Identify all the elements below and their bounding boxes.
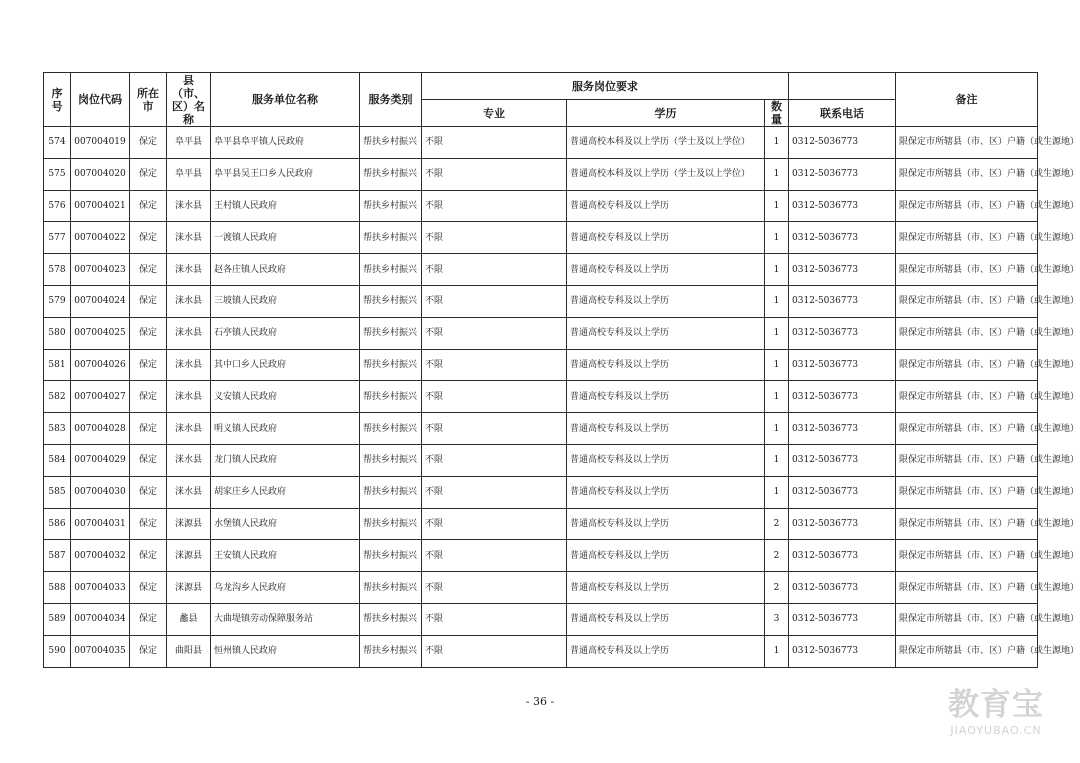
cell-education: 普通高校本科及以上学历（学士及以上学位） <box>567 127 765 159</box>
cell-city: 保定 <box>130 127 167 159</box>
cell-category: 帮扶乡村振兴 <box>360 127 422 159</box>
cell-education: 普通高校专科及以上学历 <box>567 476 765 508</box>
logo-text: 教育宝 <box>948 687 1044 723</box>
cell-phone: 0312-5036773 <box>789 413 896 445</box>
table-row <box>44 190 1038 222</box>
cell-education: 普通高校专科及以上学历 <box>567 508 765 540</box>
cell-count: 2 <box>765 508 789 540</box>
cell-unit: 龙门镇人民政府 <box>211 444 360 476</box>
cell-remark: 限保定市所辖县（市、区）户籍（或生源地） <box>896 413 1038 445</box>
header-seq: 序号 <box>44 73 71 127</box>
cell-category: 帮扶乡村振兴 <box>360 508 422 540</box>
cell-seq: 585 <box>44 476 71 508</box>
cell-remark: 限保定市所辖县（市、区）户籍（或生源地） <box>896 254 1038 286</box>
cell-phone: 0312-5036773 <box>789 127 896 159</box>
cell-county: 涞水县 <box>167 381 211 413</box>
recruitment-table <box>43 72 1080 668</box>
cell-city: 保定 <box>130 603 167 635</box>
table-row <box>44 476 1038 508</box>
cell-code: 007004029 <box>71 444 130 476</box>
cell-category: 帮扶乡村振兴 <box>360 476 422 508</box>
cell-county: 蠡县 <box>167 603 211 635</box>
cell-unit: 赵各庄镇人民政府 <box>211 254 360 286</box>
cell-count: 1 <box>765 381 789 413</box>
cell-unit: 其中口乡人民政府 <box>211 349 360 381</box>
cell-category: 帮扶乡村振兴 <box>360 603 422 635</box>
cell-phone: 0312-5036773 <box>789 285 896 317</box>
cell-phone: 0312-5036773 <box>789 222 896 254</box>
cell-education: 普通高校专科及以上学历 <box>567 285 765 317</box>
cell-county: 涞水县 <box>167 413 211 445</box>
cell-count: 1 <box>765 476 789 508</box>
cell-county: 曲阳县 <box>167 635 211 667</box>
cell-code: 007004033 <box>71 572 130 604</box>
cell-category: 帮扶乡村振兴 <box>360 540 422 572</box>
cell-city: 保定 <box>130 254 167 286</box>
cell-seq: 582 <box>44 381 71 413</box>
cell-city: 保定 <box>130 317 167 349</box>
cell-education: 普通高校专科及以上学历 <box>567 381 765 413</box>
table-row <box>44 158 1038 190</box>
cell-count: 1 <box>765 285 789 317</box>
cell-unit: 石亭镇人民政府 <box>211 317 360 349</box>
cell-unit: 阜平县吴王口乡人民政府 <box>211 158 360 190</box>
cell-phone: 0312-5036773 <box>789 508 896 540</box>
cell-count: 1 <box>765 349 789 381</box>
cell-unit: 阜平县阜平镇人民政府 <box>211 127 360 159</box>
cell-remark: 限保定市所辖县（市、区）户籍（或生源地） <box>896 158 1038 190</box>
cell-major: 不限 <box>422 444 567 476</box>
cell-city: 保定 <box>130 444 167 476</box>
cell-unit: 大曲堤镇劳动保障服务站 <box>211 603 360 635</box>
cell-remark: 限保定市所辖县（市、区）户籍（或生源地） <box>896 603 1038 635</box>
cell-county: 涞水县 <box>167 444 211 476</box>
table-row <box>44 349 1038 381</box>
table-row <box>44 540 1038 572</box>
cell-code: 007004023 <box>71 254 130 286</box>
cell-category: 帮扶乡村振兴 <box>360 381 422 413</box>
cell-count: 1 <box>765 317 789 349</box>
table-row <box>44 508 1038 540</box>
cell-education: 普通高校专科及以上学历 <box>567 222 765 254</box>
cell-education: 普通高校专科及以上学历 <box>567 635 765 667</box>
cell-city: 保定 <box>130 158 167 190</box>
header-remark: 备注 <box>896 73 1038 127</box>
cell-phone: 0312-5036773 <box>789 158 896 190</box>
cell-phone: 0312-5036773 <box>789 635 896 667</box>
cell-county: 涞水县 <box>167 222 211 254</box>
cell-code: 007004032 <box>71 540 130 572</box>
cell-city: 保定 <box>130 572 167 604</box>
cell-category: 帮扶乡村振兴 <box>360 222 422 254</box>
cell-major: 不限 <box>422 572 567 604</box>
cell-unit: 乌龙沟乡人民政府 <box>211 572 360 604</box>
table-row <box>44 413 1038 445</box>
cell-education: 普通高校专科及以上学历 <box>567 444 765 476</box>
cell-seq: 588 <box>44 572 71 604</box>
table-row <box>44 444 1038 476</box>
cell-education: 普通高校专科及以上学历 <box>567 413 765 445</box>
cell-major: 不限 <box>422 127 567 159</box>
cell-code: 007004022 <box>71 222 130 254</box>
cell-category: 帮扶乡村振兴 <box>360 317 422 349</box>
cell-remark: 限保定市所辖县（市、区）户籍（或生源地） <box>896 285 1038 317</box>
cell-category: 帮扶乡村振兴 <box>360 285 422 317</box>
cell-category: 帮扶乡村振兴 <box>360 572 422 604</box>
cell-count: 1 <box>765 190 789 222</box>
cell-major: 不限 <box>422 349 567 381</box>
cell-count: 2 <box>765 572 789 604</box>
cell-education: 普通高校专科及以上学历 <box>567 349 765 381</box>
cell-unit: 王安镇人民政府 <box>211 540 360 572</box>
cell-count: 1 <box>765 413 789 445</box>
cell-code: 007004025 <box>71 317 130 349</box>
cell-seq: 589 <box>44 603 71 635</box>
logo-domain: JIAOYUBAO.CN <box>950 724 1042 737</box>
cell-seq: 590 <box>44 635 71 667</box>
cell-remark: 限保定市所辖县（市、区）户籍（或生源地） <box>896 190 1038 222</box>
header-major: 专业 <box>422 100 567 127</box>
cell-city: 保定 <box>130 285 167 317</box>
table-body <box>44 127 1080 668</box>
cell-phone: 0312-5036773 <box>789 317 896 349</box>
header-requirements: 服务岗位要求 <box>422 73 789 100</box>
header-phone: 联系电话 <box>789 100 896 127</box>
cell-phone: 0312-5036773 <box>789 444 896 476</box>
cell-county: 涞水县 <box>167 317 211 349</box>
page-number: - 36 - <box>525 695 555 708</box>
cell-phone: 0312-5036773 <box>789 381 896 413</box>
cell-code: 007004021 <box>71 190 130 222</box>
cell-seq: 575 <box>44 158 71 190</box>
header-city: 所在市 <box>130 73 167 127</box>
cell-count: 1 <box>765 222 789 254</box>
cell-remark: 限保定市所辖县（市、区）户籍（或生源地） <box>896 572 1038 604</box>
header-category: 服务类别 <box>360 73 422 127</box>
cell-remark: 限保定市所辖县（市、区）户籍（或生源地） <box>896 381 1038 413</box>
cell-county: 涞水县 <box>167 349 211 381</box>
cell-count: 1 <box>765 158 789 190</box>
table-row <box>44 222 1038 254</box>
cell-seq: 583 <box>44 413 71 445</box>
header-code: 岗位代码 <box>71 73 130 127</box>
cell-education: 普通高校专科及以上学历 <box>567 603 765 635</box>
cell-county: 涞源县 <box>167 540 211 572</box>
cell-seq: 580 <box>44 317 71 349</box>
cell-education: 普通高校专科及以上学历 <box>567 317 765 349</box>
cell-phone: 0312-5036773 <box>789 603 896 635</box>
cell-major: 不限 <box>422 285 567 317</box>
table-row <box>44 285 1038 317</box>
table-row <box>44 603 1038 635</box>
cell-remark: 限保定市所辖县（市、区）户籍（或生源地） <box>896 540 1038 572</box>
cell-phone: 0312-5036773 <box>789 190 896 222</box>
header-county: 县（市、区）名称 <box>167 73 211 127</box>
cell-seq: 576 <box>44 190 71 222</box>
cell-phone: 0312-5036773 <box>789 254 896 286</box>
cell-unit: 恒州镇人民政府 <box>211 635 360 667</box>
table-row <box>44 317 1038 349</box>
cell-city: 保定 <box>130 222 167 254</box>
table-row <box>44 381 1038 413</box>
cell-county: 涞源县 <box>167 572 211 604</box>
cell-category: 帮扶乡村振兴 <box>360 190 422 222</box>
cell-unit: 王村镇人民政府 <box>211 190 360 222</box>
cell-major: 不限 <box>422 254 567 286</box>
cell-remark: 限保定市所辖县（市、区）户籍（或生源地） <box>896 444 1038 476</box>
table-row <box>44 635 1038 667</box>
cell-phone: 0312-5036773 <box>789 572 896 604</box>
cell-unit: 义安镇人民政府 <box>211 381 360 413</box>
cell-count: 3 <box>765 603 789 635</box>
cell-education: 普通高校专科及以上学历 <box>567 572 765 604</box>
cell-code: 007004027 <box>71 381 130 413</box>
cell-code: 007004026 <box>71 349 130 381</box>
cell-major: 不限 <box>422 603 567 635</box>
cell-major: 不限 <box>422 508 567 540</box>
cell-remark: 限保定市所辖县（市、区）户籍（或生源地） <box>896 476 1038 508</box>
cell-county: 涞水县 <box>167 285 211 317</box>
cell-major: 不限 <box>422 413 567 445</box>
cell-remark: 限保定市所辖县（市、区）户籍（或生源地） <box>896 635 1038 667</box>
cell-county: 涞水县 <box>167 190 211 222</box>
cell-county: 涞水县 <box>167 254 211 286</box>
cell-phone: 0312-5036773 <box>789 540 896 572</box>
cell-county: 涞源县 <box>167 508 211 540</box>
cell-unit: 三坡镇人民政府 <box>211 285 360 317</box>
cell-major: 不限 <box>422 476 567 508</box>
cell-code: 007004019 <box>71 127 130 159</box>
cell-code: 007004031 <box>71 508 130 540</box>
header-blank <box>789 73 896 100</box>
cell-seq: 581 <box>44 349 71 381</box>
cell-count: 1 <box>765 254 789 286</box>
cell-code: 007004035 <box>71 635 130 667</box>
cell-city: 保定 <box>130 413 167 445</box>
table-row <box>44 254 1038 286</box>
cell-remark: 限保定市所辖县（市、区）户籍（或生源地） <box>896 127 1038 159</box>
cell-count: 2 <box>765 540 789 572</box>
cell-count: 1 <box>765 127 789 159</box>
cell-remark: 限保定市所辖县（市、区）户籍（或生源地） <box>896 222 1038 254</box>
cell-code: 007004028 <box>71 413 130 445</box>
cell-seq: 584 <box>44 444 71 476</box>
cell-education: 普通高校专科及以上学历 <box>567 190 765 222</box>
cell-category: 帮扶乡村振兴 <box>360 349 422 381</box>
table-row <box>44 127 1038 159</box>
cell-seq: 579 <box>44 285 71 317</box>
table-row <box>44 572 1038 604</box>
header-unit: 服务单位名称 <box>211 73 360 127</box>
cell-phone: 0312-5036773 <box>789 476 896 508</box>
cell-remark: 限保定市所辖县（市、区）户籍（或生源地） <box>896 508 1038 540</box>
cell-city: 保定 <box>130 190 167 222</box>
cell-seq: 574 <box>44 127 71 159</box>
cell-county: 涞水县 <box>167 476 211 508</box>
cell-county: 阜平县 <box>167 127 211 159</box>
cell-city: 保定 <box>130 635 167 667</box>
cell-count: 1 <box>765 444 789 476</box>
cell-major: 不限 <box>422 222 567 254</box>
header-count: 数量 <box>765 100 789 127</box>
cell-code: 007004024 <box>71 285 130 317</box>
cell-remark: 限保定市所辖县（市、区）户籍（或生源地） <box>896 317 1038 349</box>
cell-seq: 578 <box>44 254 71 286</box>
cell-category: 帮扶乡村振兴 <box>360 413 422 445</box>
cell-count: 1 <box>765 635 789 667</box>
cell-code: 007004020 <box>71 158 130 190</box>
cell-category: 帮扶乡村振兴 <box>360 635 422 667</box>
cell-category: 帮扶乡村振兴 <box>360 254 422 286</box>
cell-major: 不限 <box>422 635 567 667</box>
cell-major: 不限 <box>422 317 567 349</box>
cell-education: 普通高校专科及以上学历 <box>567 540 765 572</box>
cell-unit: 水堡镇人民政府 <box>211 508 360 540</box>
watermark-logo <box>930 686 1062 746</box>
cell-remark: 限保定市所辖县（市、区）户籍（或生源地） <box>896 349 1038 381</box>
cell-unit: 一渡镇人民政府 <box>211 222 360 254</box>
cell-county: 阜平县 <box>167 158 211 190</box>
cell-unit: 胡家庄乡人民政府 <box>211 476 360 508</box>
cell-code: 007004030 <box>71 476 130 508</box>
cell-code: 007004034 <box>71 603 130 635</box>
cell-phone: 0312-5036773 <box>789 349 896 381</box>
cell-city: 保定 <box>130 349 167 381</box>
cell-city: 保定 <box>130 508 167 540</box>
cell-major: 不限 <box>422 158 567 190</box>
cell-education: 普通高校专科及以上学历 <box>567 254 765 286</box>
cell-category: 帮扶乡村振兴 <box>360 444 422 476</box>
header-education: 学历 <box>567 100 765 127</box>
cell-city: 保定 <box>130 540 167 572</box>
cell-education: 普通高校本科及以上学历（学士及以上学位） <box>567 158 765 190</box>
cell-major: 不限 <box>422 540 567 572</box>
cell-unit: 明义镇人民政府 <box>211 413 360 445</box>
cell-seq: 586 <box>44 508 71 540</box>
cell-city: 保定 <box>130 381 167 413</box>
cell-seq: 577 <box>44 222 71 254</box>
cell-city: 保定 <box>130 476 167 508</box>
cell-major: 不限 <box>422 190 567 222</box>
cell-major: 不限 <box>422 381 567 413</box>
cell-category: 帮扶乡村振兴 <box>360 158 422 190</box>
cell-seq: 587 <box>44 540 71 572</box>
